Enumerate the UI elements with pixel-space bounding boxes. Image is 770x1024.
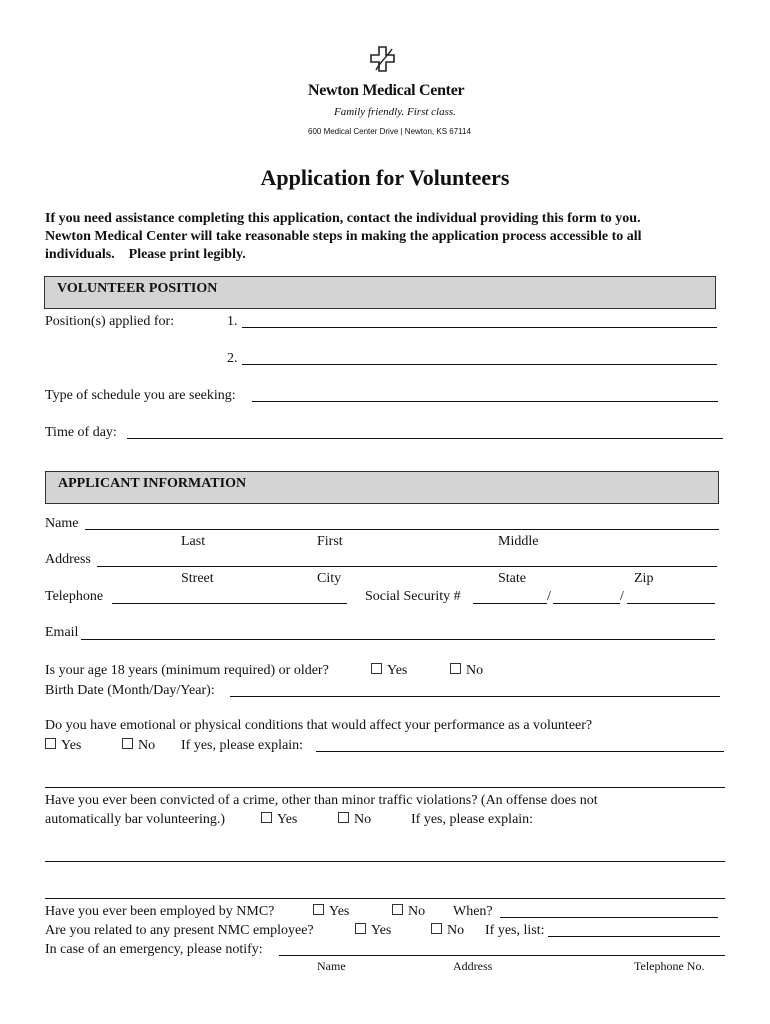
schedule-field[interactable] (252, 401, 718, 402)
related-question: Are you related to any present NMC employee? (45, 923, 314, 938)
addr-city-caption: City (317, 571, 342, 586)
crime-question-line1: Have you ever been convicted of a crime, other than minor traffic violations? (An offense does not (45, 793, 598, 808)
employed-yes-option[interactable] (313, 904, 349, 920)
related-list-label: If yes, list: (485, 923, 545, 938)
intro-text (45, 210, 642, 264)
emergency-name-caption: Name (317, 959, 346, 973)
employed-when-field[interactable] (500, 917, 718, 918)
related-no-label: No (447, 923, 465, 938)
intro-line-2: Newton Medical Center will take reasonable steps in making the application process accessible to all (45, 229, 642, 244)
position-2-field[interactable] (242, 364, 717, 365)
checkbox-icon (338, 812, 349, 823)
crime-yes-label: Yes (277, 812, 298, 827)
time-of-day-field[interactable] (127, 438, 723, 439)
conditions-yes-label: Yes (61, 738, 82, 753)
checkbox-icon (371, 663, 382, 674)
age-yes-label: Yes (387, 663, 408, 678)
checkbox-icon (261, 812, 272, 823)
name-label: Name (45, 516, 79, 531)
conditions-no-option[interactable] (122, 738, 155, 754)
time-of-day-label: Time of day: (45, 425, 117, 440)
birth-date-field[interactable] (230, 696, 720, 697)
checkbox-icon (431, 923, 442, 934)
checkbox-icon (355, 923, 366, 934)
checkbox-icon (45, 738, 56, 749)
section-applicant-information: APPLICANT INFORMATION (45, 471, 719, 504)
conditions-explain-label: If yes, please explain: (181, 738, 304, 753)
related-yes-option[interactable] (355, 923, 391, 939)
emergency-label: In case of an emergency, please notify: (45, 942, 263, 957)
ssn-field-1[interactable] (473, 603, 547, 604)
crime-question-line2: automatically bar volunteering.) (45, 812, 225, 827)
employed-question: Have you ever been employed by NMC? (45, 904, 275, 919)
org-address: 600 Medical Center Drive | Newton, KS 67114 (308, 127, 471, 136)
position-1-label: 1. (227, 314, 238, 329)
addr-street-caption: Street (181, 571, 214, 586)
conditions-question: Do you have emotional or physical conditions that would affect your performance as a volunteer? (45, 718, 593, 733)
crime-yes-option[interactable] (261, 812, 297, 828)
positions-label: Position(s) applied for: (45, 314, 175, 329)
ssn-slash-1: / (547, 589, 551, 604)
conditions-no-label: No (138, 738, 156, 753)
employed-no-label: No (408, 904, 426, 919)
crime-explain-label: If yes, please explain: (411, 812, 534, 827)
intro-line-1: If you need assistance completing this application, contact the individual providing this form to you. (45, 211, 641, 226)
checkbox-icon (122, 738, 133, 749)
emergency-address-caption: Address (453, 959, 493, 973)
ssn-field-3[interactable] (627, 603, 715, 604)
address-field[interactable] (97, 566, 717, 567)
crime-explain-field-2[interactable] (45, 898, 725, 899)
emergency-field[interactable] (279, 955, 725, 956)
crime-no-option[interactable] (338, 812, 371, 828)
ssn-label: Social Security # (365, 589, 461, 604)
name-field[interactable] (85, 529, 719, 530)
crime-explain-field-1[interactable] (45, 861, 725, 862)
telephone-label: Telephone (45, 589, 104, 604)
checkbox-icon (392, 904, 403, 915)
related-yes-label: Yes (371, 923, 392, 938)
related-list-field[interactable] (548, 936, 720, 937)
name-middle-caption: Middle (498, 534, 539, 549)
email-field[interactable] (81, 639, 715, 640)
intro-line-3: individuals. Please print legibly. (45, 247, 246, 262)
age-no-label: No (466, 663, 484, 678)
emergency-phone-caption: Telephone No. (634, 959, 705, 973)
related-no-option[interactable] (431, 923, 464, 939)
schedule-label: Type of schedule you are seeking: (45, 388, 236, 403)
email-label: Email (45, 625, 79, 640)
name-first-caption: First (317, 534, 343, 549)
conditions-explain-field-2[interactable] (45, 787, 725, 788)
birth-date-label: Birth Date (Month/Day/Year): (45, 683, 215, 698)
checkbox-icon (313, 904, 324, 915)
addr-zip-caption: Zip (634, 571, 654, 586)
age-yes-option[interactable] (371, 663, 407, 679)
page-title: Application for Volunteers (260, 165, 510, 190)
telephone-field[interactable] (112, 603, 347, 604)
position-1-field[interactable] (242, 327, 717, 328)
conditions-explain-field[interactable] (316, 751, 724, 752)
ssn-slash-2: / (620, 589, 624, 604)
logo-cross-icon (368, 44, 398, 74)
name-last-caption: Last (181, 534, 206, 549)
checkbox-icon (450, 663, 461, 674)
age-no-option[interactable] (450, 663, 483, 679)
addr-state-caption: State (498, 571, 526, 586)
employed-yes-label: Yes (329, 904, 350, 919)
position-2-label: 2. (227, 351, 238, 366)
employed-no-option[interactable] (392, 904, 425, 920)
ssn-field-2[interactable] (553, 603, 620, 604)
crime-no-label: No (354, 812, 372, 827)
conditions-yes-option[interactable] (45, 738, 81, 754)
age-question: Is your age 18 years (minimum required) or older? (45, 663, 329, 678)
org-tagline: Family friendly. First class. (334, 106, 456, 118)
address-label: Address (45, 552, 91, 567)
employed-when-label: When? (453, 904, 493, 919)
section-volunteer-position: VOLUNTEER POSITION (44, 276, 716, 309)
org-name: Newton Medical Center (308, 82, 465, 99)
